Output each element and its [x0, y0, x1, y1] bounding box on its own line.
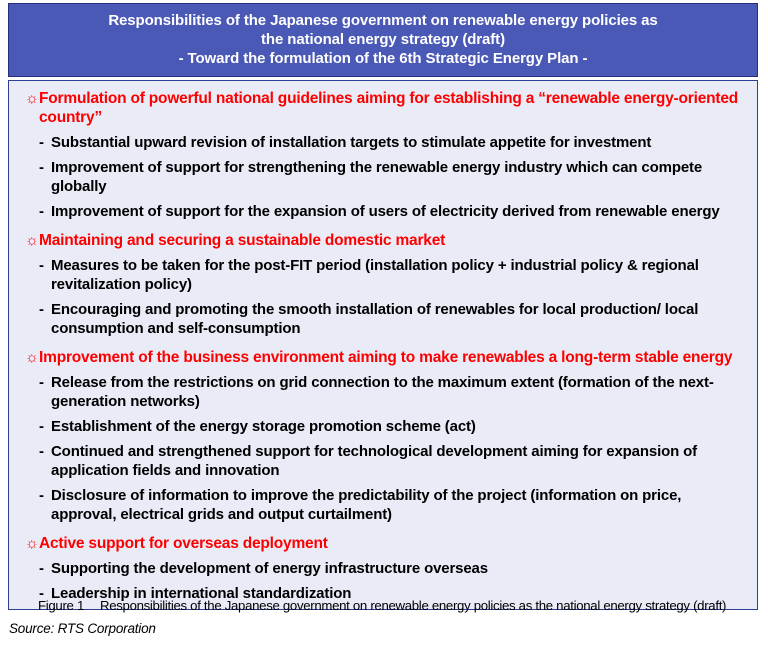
figure-caption	[38, 598, 758, 614]
section-heading	[23, 348, 749, 367]
dash-bullet-icon: -	[39, 257, 44, 274]
title-line-2: the national energy strategy (draft)	[261, 31, 505, 48]
title-box	[8, 3, 758, 77]
list-item-text: Encouraging and promoting the smooth installation of renewables for local production/ local consumption and self-consumption	[51, 301, 699, 337]
dash-bullet-icon: -	[39, 159, 44, 176]
list-item-text: Improvement of support for the expansion of users of electricity derived from renewable energy	[51, 203, 720, 220]
list-item	[39, 300, 749, 338]
sun-icon: ☼	[25, 232, 39, 249]
dash-bullet-icon: -	[39, 560, 44, 577]
dash-bullet-icon: -	[39, 301, 44, 318]
list-item-text: Establishment of the energy storage promotion scheme (act)	[51, 418, 476, 435]
section-heading	[23, 231, 749, 250]
section-domestic-market	[23, 231, 749, 338]
list-item	[39, 417, 749, 436]
dash-bullet-icon: -	[39, 203, 44, 220]
section-heading-text: Maintaining and securing a sustainable domestic market	[39, 232, 446, 249]
figure-caption-label: Figure 1	[38, 598, 84, 613]
dash-bullet-icon: -	[39, 134, 44, 151]
dash-bullet-icon: -	[39, 487, 44, 504]
section-heading	[23, 89, 749, 127]
section-heading	[23, 534, 749, 553]
dash-bullet-icon: -	[39, 374, 44, 391]
list-item	[39, 158, 749, 196]
section-national-guidelines	[23, 89, 749, 221]
list-item-text: Disclosure of information to improve the predictability of the project (information on price, approval, electrical grids and output curtailment)	[51, 487, 682, 523]
content-box	[8, 80, 758, 610]
section-overseas-deployment	[23, 534, 749, 603]
list-item-text: Continued and strengthened support for technological development aiming for expansion of application fields and innovation	[51, 443, 698, 479]
figure-caption-text: Responsibilities of the Japanese government on renewable energy policies as the national energy strategy (draft)	[99, 598, 727, 613]
list-item	[39, 202, 749, 221]
section-heading-text: Formulation of powerful national guidelines aiming for establishing a “renewable energy-oriented country”	[39, 90, 739, 126]
list-item	[39, 373, 749, 411]
list-item-text: Measures to be taken for the post-FIT period (installation policy + industrial policy & regional revitalization policy)	[51, 257, 699, 293]
list-item-text: Leadership in international standardization	[51, 585, 352, 602]
list-item-text: Improvement of support for strengthening the renewable energy industry which can compete globally	[51, 159, 703, 195]
list-item	[39, 442, 749, 480]
list-item	[39, 256, 749, 294]
sun-icon: ☼	[25, 90, 39, 107]
list-item	[39, 559, 749, 578]
list-item-text: Release from the restrictions on grid connection to the maximum extent (formation of the next-generation networks)	[51, 374, 714, 410]
sun-icon: ☼	[25, 349, 39, 366]
source-note: Source: RTS Corporation	[9, 621, 156, 636]
title-line-1: Responsibilities of the Japanese government on renewable energy policies as	[108, 12, 658, 29]
section-heading-text: Improvement of the business environment aiming to make renewables a long-term stable energy	[39, 349, 733, 366]
title-line-3: - Toward the formulation of the 6th Strategic Energy Plan -	[178, 50, 588, 67]
dash-bullet-icon: -	[39, 418, 44, 435]
list-item	[39, 486, 749, 524]
dash-bullet-icon: -	[39, 443, 44, 460]
list-item-text: Substantial upward revision of installation targets to stimulate appetite for investment	[51, 134, 652, 151]
list-item-text: Supporting the development of energy infrastructure overseas	[51, 560, 488, 577]
list-item	[39, 133, 749, 152]
section-business-environment	[23, 348, 749, 524]
dash-bullet-icon: -	[39, 585, 44, 602]
sun-icon: ☼	[25, 535, 39, 552]
section-heading-text: Active support for overseas deployment	[39, 535, 328, 552]
